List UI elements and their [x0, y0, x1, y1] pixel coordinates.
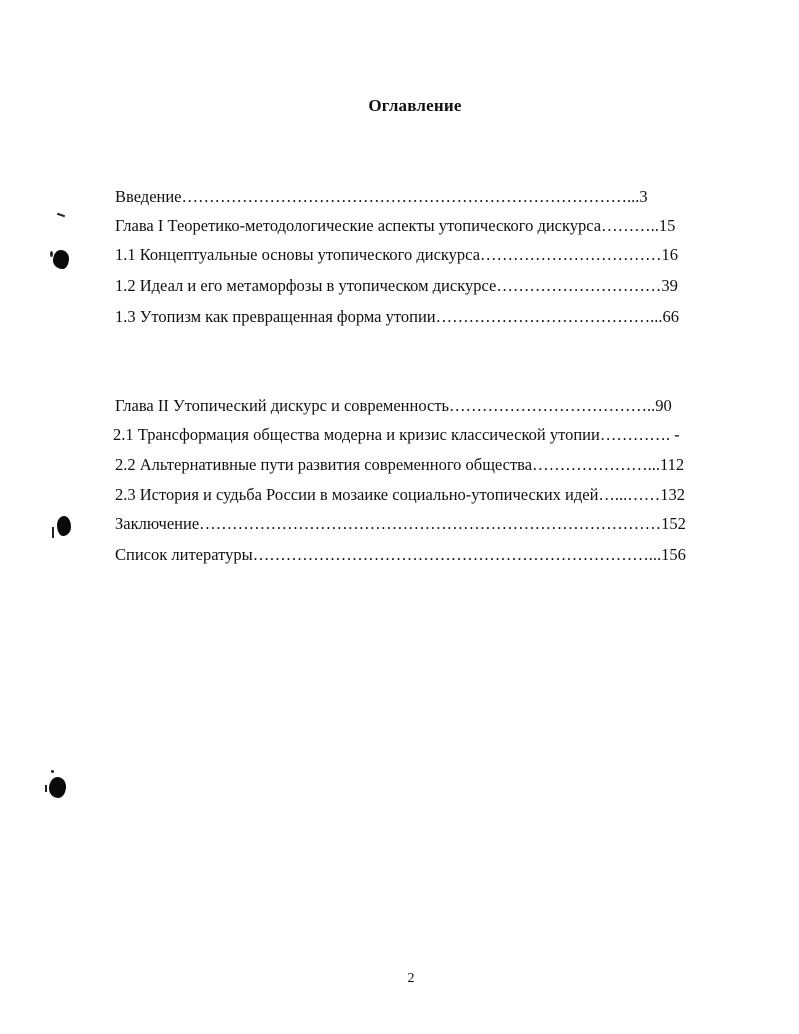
ink-blot: [49, 777, 66, 798]
page-number: 2: [407, 971, 415, 986]
scan-speck: [57, 213, 65, 218]
toc-entry-section-2-1: 2.1 Трансформация общества модерна и кризис классической утопии…………. -: [113, 425, 680, 444]
toc-entry-section-1-1: 1.1 Концептуальные основы утопического дискурса……………………………16: [115, 245, 679, 264]
ink-blot: [53, 250, 69, 269]
toc-entry-section-1-3: 1.3 Утопизм как превращенная форма утопии…………………………………...66: [115, 307, 679, 326]
toc-entry-chapter-2: Глава II Утопический дискурс и современность………………………………..90: [115, 396, 672, 415]
toc-entry-bibliography: Список литературы………………………………………………………………...156: [115, 545, 686, 564]
scan-speck: [51, 770, 54, 773]
scan-speck: [50, 251, 53, 257]
toc-entry-section-2-3: 2.3 История и судьба России в мозаике социально-утопических идей…...……132: [115, 485, 686, 504]
ink-blot: [57, 516, 71, 536]
scan-speck: [45, 785, 47, 792]
toc-entry-section-1-2: 1.2 Идеал и его метаморфозы в утопическом дискурсе…………………………39: [115, 276, 678, 295]
toc-entry-conclusion: Заключение…………………………………………………………………………152: [115, 514, 686, 533]
toc-entry-intro: Введение………………………………………………………………………...3: [115, 187, 648, 206]
toc-entry-section-2-2: 2.2 Альтернативные пути развития современного общества…………………...112: [115, 455, 685, 474]
scan-speck: [52, 527, 54, 538]
toc-heading: Оглавление: [368, 96, 462, 115]
toc-entry-chapter-1: Глава I Теоретико-методологические аспекты утопического дискурса………..15: [115, 216, 676, 235]
